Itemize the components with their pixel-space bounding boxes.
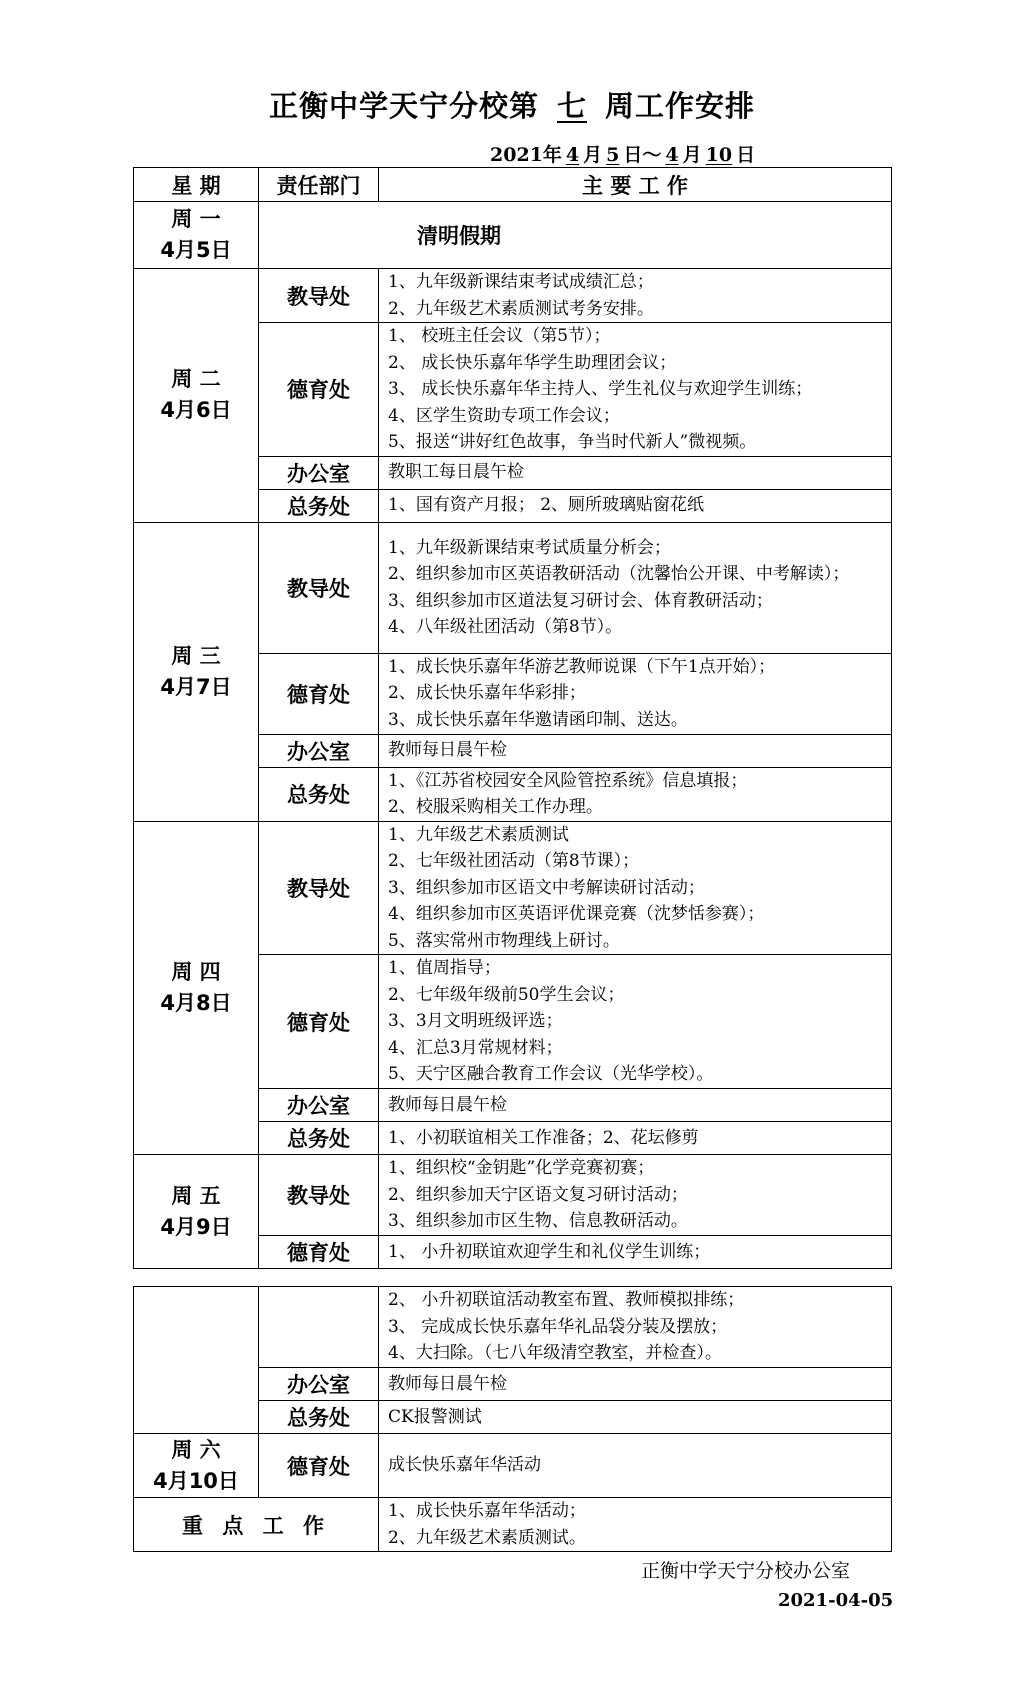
dept-cell: 德育处 <box>259 1236 379 1269</box>
table-row <box>134 1287 892 1368</box>
work-cell: 1、小初联谊相关工作准备；2、花坛修剪 <box>379 1122 892 1155</box>
day-cell: 周 三 4月7日 <box>134 522 259 821</box>
work-cell: CK报警测试 <box>379 1401 892 1434</box>
table-row <box>134 821 892 955</box>
dept-cell: 办公室 <box>259 1368 379 1401</box>
schedule-table-continued <box>133 1286 892 1552</box>
page-title: 正衡中学天宁分校第 七 周工作安排 <box>0 84 1024 125</box>
holiday-cell: 清明假期 <box>259 202 892 269</box>
dept-cell: 教导处 <box>259 821 379 955</box>
footer-date: 2021-04-05 <box>778 1590 894 1611</box>
work-cell: 2、 小升初联谊活动教室布置、教师模拟排练； 3、 完成成长快乐嘉年华礼品袋分装及摆放； 4、大扫除。（七八年级清空教室，并检查）。 <box>379 1287 892 1368</box>
day-cell <box>134 1287 259 1434</box>
dept-cell: 办公室 <box>259 456 379 489</box>
work-cell: 成长快乐嘉年华活动 <box>379 1434 892 1498</box>
work-cell: 1、成长快乐嘉年华游艺教师说课（下午1点开始）； 2、成长快乐嘉年华彩排； 3、成长快乐嘉年华邀请函印制、送达。 <box>379 653 892 734</box>
work-cell: 教师每日晨午检 <box>379 734 892 767</box>
work-cell: 1、九年级新课结束考试成绩汇总； 2、九年级艺术素质测试考务安排。 <box>379 269 892 323</box>
work-cell: 1、组织校“金钥匙”化学竞赛初赛； 2、组织参加天宁区语文复习研讨活动； 3、组织参加市区生物、信息教研活动。 <box>379 1155 892 1236</box>
header-row <box>134 168 892 202</box>
dept-cell: 办公室 <box>259 734 379 767</box>
work-cell: 1、值周指导； 2、七年级年级前50学生会议； 3、3月文明班级评选； 4、汇总3月常规材料； 5、天宁区融合教育工作会议（光华学校）。 <box>379 955 892 1089</box>
monday-row <box>134 202 892 269</box>
key-work-row <box>134 1498 892 1552</box>
dept-cell: 德育处 <box>259 955 379 1089</box>
dept-cell: 德育处 <box>259 323 379 457</box>
dept-cell: 总务处 <box>259 1122 379 1155</box>
dept-cell: 教导处 <box>259 522 379 653</box>
work-cell: 教职工每日晨午检 <box>379 456 892 489</box>
dept-cell: 教导处 <box>259 1155 379 1236</box>
dept-cell: 教导处 <box>259 269 379 323</box>
week-number: 七 <box>556 89 587 123</box>
day-cell: 周 一 4月5日 <box>134 202 259 269</box>
dept-cell: 办公室 <box>259 1089 379 1122</box>
header-work: 主 要 工 作 <box>379 168 892 202</box>
table-row <box>134 1155 892 1236</box>
day-cell: 周 六 4月10日 <box>134 1434 259 1498</box>
footer-office: 正衡中学天宁分校办公室 <box>641 1560 851 1582</box>
date-range: 2021年 4 月 5 日～ 4 月 10 日 <box>490 144 756 166</box>
day-cell: 周 五 4月9日 <box>134 1155 259 1269</box>
dept-cell: 总务处 <box>259 489 379 522</box>
work-cell: 教师每日晨午检 <box>379 1368 892 1401</box>
work-cell: 1、《江苏省校园安全风险管控系统》信息填报； 2、校服采购相关工作办理。 <box>379 767 892 821</box>
schedule-table <box>133 167 892 1269</box>
day-cell: 周 四 4月8日 <box>134 821 259 1155</box>
table-row <box>134 1434 892 1498</box>
dept-cell: 总务处 <box>259 1401 379 1434</box>
dept-cell: 德育处 <box>259 653 379 734</box>
work-cell: 1、 校班主任会议（第5节）； 2、 成长快乐嘉年华学生助理团会议； 3、 成长快乐嘉年华主持人、学生礼仪与欢迎学生训练； 4、区学生资助专项工作会议； 5、报送“讲好红色故事，争当时代新人”微视频。 <box>379 323 892 457</box>
work-cell: 1、国有资产月报； 2、厕所玻璃贴窗花纸 <box>379 489 892 522</box>
day-cell: 周 二 4月6日 <box>134 269 259 523</box>
table-row <box>134 522 892 653</box>
work-cell: 1、成长快乐嘉年华活动； 2、九年级艺术素质测试。 <box>379 1498 892 1552</box>
header-dept: 责任部门 <box>259 168 379 202</box>
dept-cell <box>259 1287 379 1368</box>
work-cell: 1、九年级新课结束考试质量分析会； 2、组织参加市区英语教研活动（沈馨怡公开课、中考解读）； 3、组织参加市区道法复习研讨会、体育教研活动； 4、八年级社团活动（第8节）。 <box>379 522 892 653</box>
key-work-label: 重 点 工 作 <box>134 1498 379 1552</box>
dept-cell: 德育处 <box>259 1434 379 1498</box>
header-day: 星 期 <box>134 168 259 202</box>
dept-cell: 总务处 <box>259 767 379 821</box>
table-row <box>134 269 892 323</box>
work-cell: 教师每日晨午检 <box>379 1089 892 1122</box>
work-cell: 1、 小升初联谊欢迎学生和礼仪学生训练； <box>379 1236 892 1269</box>
work-cell: 1、九年级艺术素质测试 2、七年级社团活动（第8节课）； 3、组织参加市区语文中考解读研讨活动； 4、组织参加市区英语评优课竞赛（沈梦恬参赛）； 5、落实常州市物理线上研讨。 <box>379 821 892 955</box>
